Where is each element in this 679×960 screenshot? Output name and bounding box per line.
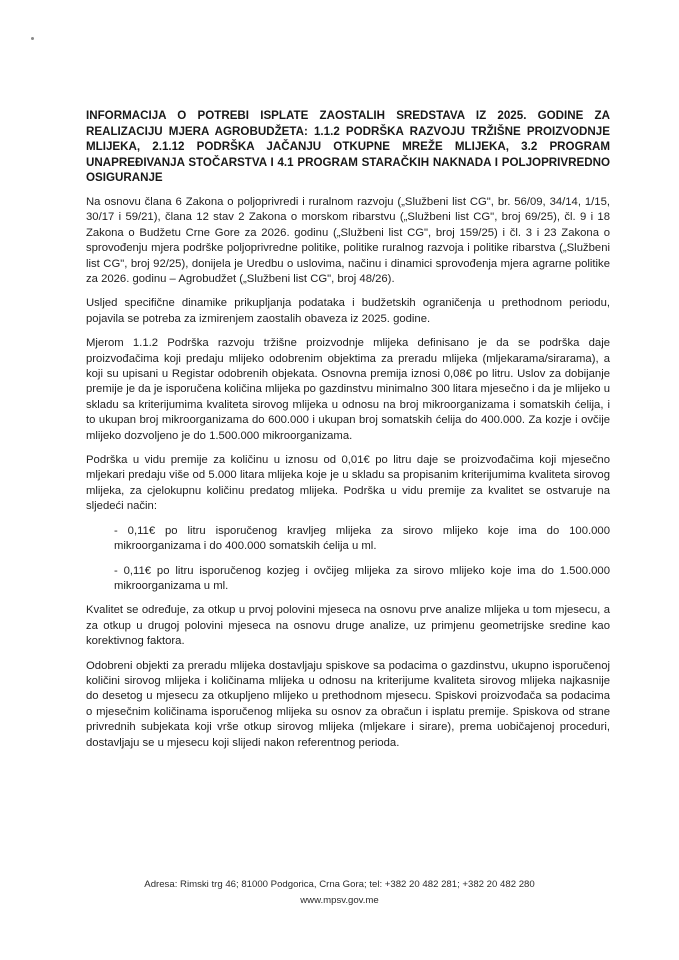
quality-premium-list xyxy=(86,524,610,595)
scan-speck xyxy=(31,37,34,40)
footer-website: www.mpsv.gov.me xyxy=(300,895,379,906)
page-footer xyxy=(0,877,679,909)
paragraph-quantity-premium: Podrška u vidu premije za količinu u iznosu od 0,01€ po litru daje se proizvođačima koji mjesečno mljekari predaju više od 5.000 litara mlijeka koje je u skladu sa propisanim kriterijumima kvaliteta sirovog mlijeka, za cjelokupnu količinu predatog mlijeka. Podrška u vidu premije za kvalitet se ostvaruje na sljedeći način: xyxy=(86,454,610,513)
footer-address: Adresa: Rimski trg 46; 81000 Podgorica, Crna Gora; tel: +382 20 482 281; +382 20 482 280 xyxy=(144,879,535,890)
paragraph-quality-determination: Kvalitet se određuje, za otkup u prvoj polovini mjeseca na osnovu prve analize mlijeka u tom mjesecu, a za otkup u drugoj polovini mjeseca na osnovu druge analize, uz primjenu geometrijske sredine kao korektivnog faktora. xyxy=(86,604,610,648)
document-title: INFORMACIJA O POTREBI ISPLATE ZAOSTALIH SREDSTAVA IZ 2025. GODINE ZA REALIZACIJU MJERA AGROBUDŽETA: 1.1.2 PODRŠKA RAZVOJU TRŽIŠNE PROIZVODNJE MLIJEKA, 2.1.12 PODRŠKA JAČANJU OTKUPNE MREŽE MLIJEKA, 3.2 PROGRAM UNAPREĐIVANJA STOČARSTVA I 4.1 PROGRAM STARAČKIH NAKNADA I POLJOPRIVREDNO OSIGURANJE xyxy=(86,109,610,185)
paragraph-legal-basis: Na osnovu člana 6 Zakona o poljoprivredi i ruralnom razvoju („Službeni list CG", br. 56/09, 34/14, 1/15, 30/17 i 59/21), člana 12 stav 2 Zakona o morskom ribarstvu („Službeni list CG", broj 69/25), čl. 9 i 18 Zakona o Budžetu Crne Gore za 2026. godinu („Službeni list CG", broj 159/25) i čl. 3 i 23 Zakona o sprovođenju mjera podrške poljoprivredne politike, politike ruralnog razvoja i politike ribarstva („Službeni list CG", broj 92/25), donijela je Uredbu o uslovima, načinu i dinamici sprovođenja mjera agrarne politike za 2026. godinu – Agrobudžet („Službeni list CG", broj 48/26). xyxy=(86,195,610,285)
paragraph-submission-lists: Odobreni objekti za preradu mlijeka dostavljaju spiskove sa podacima o gazdinstvu, ukupno isporučenoj količini sirovog mlijeka i količinama mlijeka u odnosu na kriterijume kvaliteta sirovog mlijeka najkasnije do desetog u mjesecu za otkupljeno mlijeko u prethodnom mjesecu. Spiskovi proizvođača sa podacima o mjesečnim količinama isporučenog mlijeka su osnov za obračun i isplatu premije. Spiskova od strane privrednih subjekata koji vrše otkup sirovog mlijeka (mljekare i sirare), prema uobičajenoj proceduri, dostavljaju se u mjesecu koji slijedi nakon referentnog perioda. xyxy=(86,659,610,749)
list-item-goat-sheep-milk: - 0,11€ po litru isporučenog kozjeg i ovčijeg mlijeka za sirovo mlijeko koje ima do 1.500.000 mikroorganizama u ml. xyxy=(114,564,610,592)
paragraph-measure-1-1-2: Mjerom 1.1.2 Podrška razvoju tržišne proizvodnje mlijeka definisano je da se podrška daje proizvođačima koji predaju mlijeko odobrenim objektima za preradu mlijeka (mljekarama/sirarama), a koji su upisani u Registar odobrenih objekata. Osnovna premija iznosi 0,08€ po litru. Uslov za dobijanje premije je da je isporučena količina mlijeka po gazdinstvu minimalno 300 litara mjesečno i da je mlijeko u skladu sa kriterijumima kvaliteta sirovog mlijeka u odnosu na broj mikroorganizama i somatskih ćelija, i to ukupan broj mikroorganizama do 600.000 i ukupan broj somatskih ćelija do 400.000. Za kozje i ovčije mlijeko dozvoljeno je do 1.500.000 mikroorganizama. xyxy=(86,337,610,442)
paragraph-reason: Usljed specifične dinamike prikupljanja podataka i budžetskih ograničenja u prethodnom periodu, pojavila se potreba za izmirenjem zaostalih obaveza iz 2025. godine. xyxy=(86,297,610,325)
document-body xyxy=(86,108,610,760)
list-item-cow-milk: - 0,11€ po litru isporučenog kravljeg mlijeka za sirovo mlijeko koje ima do 100.000 mikroorganizama i do 400.000 somatskih ćelija u ml. xyxy=(114,524,610,553)
